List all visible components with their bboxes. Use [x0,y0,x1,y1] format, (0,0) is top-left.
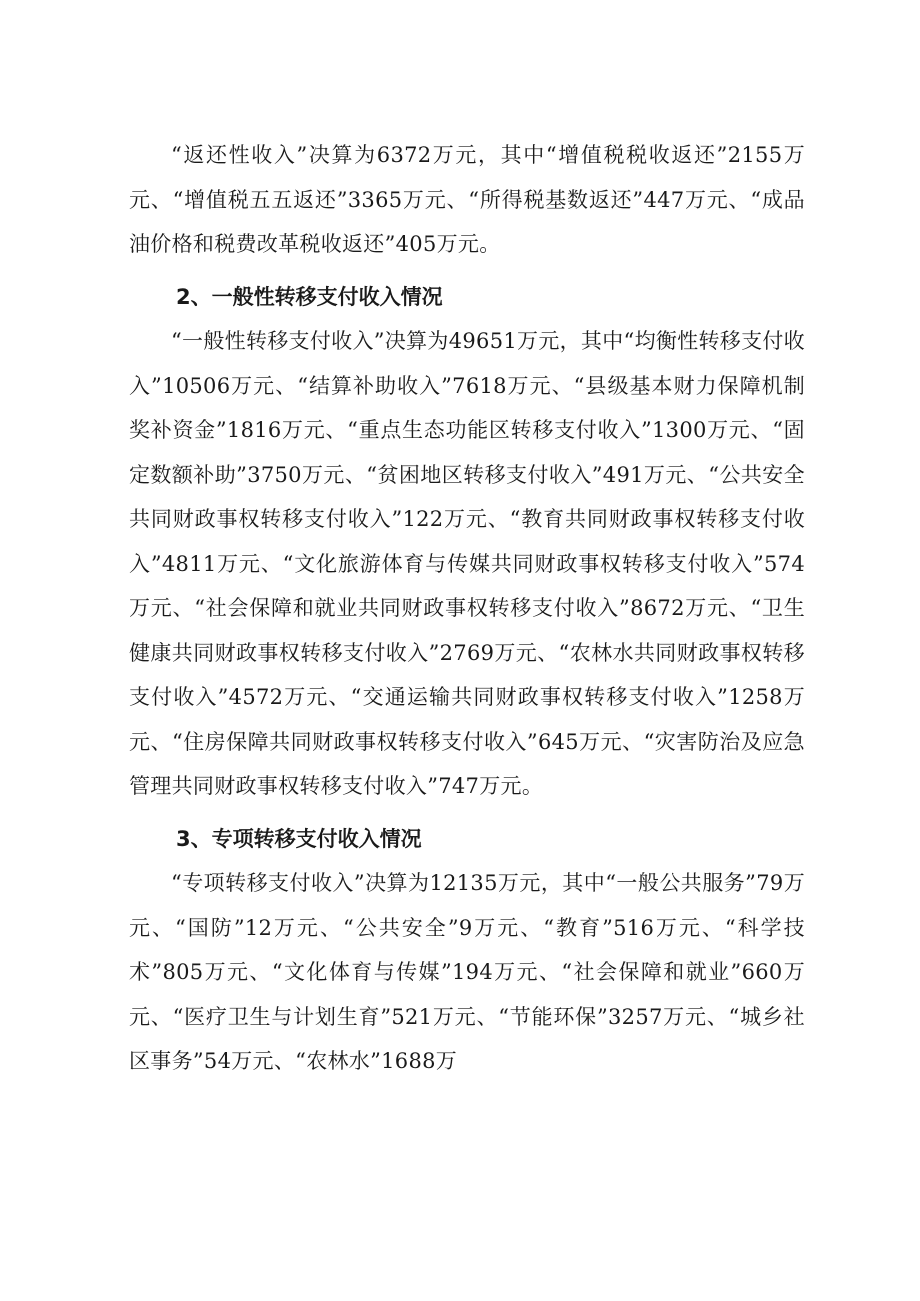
heading-general-transfer: 2、一般性转移支付收入情况 [176,284,443,309]
heading-special-transfer: 3、专项转移支付收入情况 [176,826,422,851]
paragraph-general-transfer: “一般性转移支付收入”决算为49651万元，其中“均衡性转移支付收入”10506万元、“结算补助收入”7618万元、“县级基本财力保障机制奖补资金”1816万元、“重点生态功能区转移支付收入”1300万元、“固定数额补助”3750万元、“贫困地区转移支付收入”491万元、“公共安全共同财政事权转移支付收入”122万元、“教育共同财政事权转移支付收入”4811万元、“文化旅游体育与传媒共同财政事权转移支付收入”574万元、“社会保障和就业共同财政事权转移支付收入”8672万元、“卫生健康共同财政事权转移支付收入”2769万元、“农林水共同财政事权转移支付收入”4572万元、“交通运输共同财政事权转移支付收入”1258万元、“住房保障共同财政事权转移支付收入”645万元、“灾害防治及应急管理共同财政事权转移支付收入”747万元。 [129,329,805,798]
paragraph-special-transfer: “专项转移支付收入”决算为12135万元，其中“一般公共服务”79万元、“国防”12万元、“公共安全”9万元、“教育”516万元、“科学技术”805万元、“文化体育与传媒”194万元、“社会保障和就业”660万元、“医疗卫生与计划生育”521万元、“节能环保”3257万元、“城乡社区事务”54万元、“农林水”1688万 [129,871,805,1073]
document-page [129,133,805,1084]
paragraph-return-revenue: “返还性收入”决算为6372万元，其中“增值税税收返还”2155万元、“增值税五五返还”3365万元、“所得税基数返还”447万元、“成品油价格和税费改革税收返还”405万元。 [129,143,805,256]
